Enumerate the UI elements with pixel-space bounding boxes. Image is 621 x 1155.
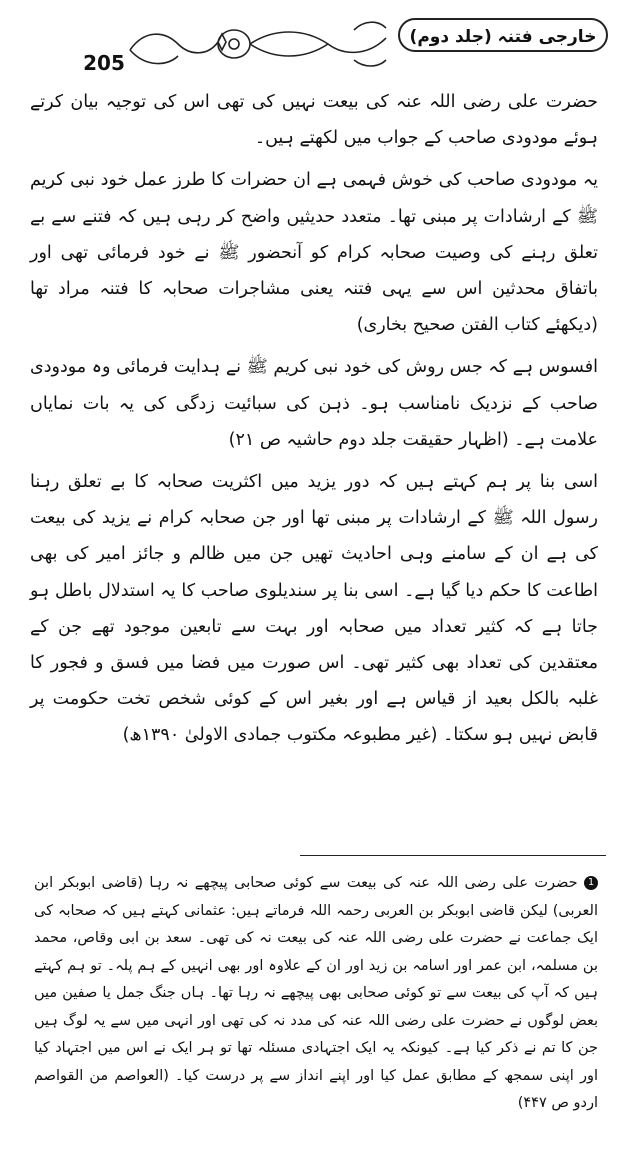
paragraph: اسی بنا پر ہم کہتے ہیں کہ دور یزید میں اکثریت صحابہ کا بے تعلق رہنا رسول اللہ ﷺ کے ارشادات پر مبنی تھا اور جن صحابہ کرام نے یزید کی بیعت کی ہے ان کے سامنے وہی احادیث تھیں جن میں ظالم و جائز امیر کی بھی اطاعت کا حکم دیا گیا ہے۔ اسی بنا پر سندیلوی صاحب کا یہ استدلال باطل ہو جاتا ہے کہ کثیر تعداد میں صحابہ اور بہت سے تابعین موجود تھے جن کے معتقدین کی تعداد بھی کثیر تھی۔ اس صورت میں فضا میں فسق و فجور کا غلبہ بالکل بعید از قیاس ہے اور بغیر اس کے کوئی شخص تخت حکومت پر قابض نہیں ہو سکتا۔ (غیر مطبوعہ مکتوب جمادی الاولیٰ ۱۳۹۰ھ) [30,472,598,746]
footnote-text: حضرت علی رضی اللہ عنہ کی بیعت سے کوئی صحابی پیچھے نہ رہا (قاضی ابوبکر ابن العربی) لیکن قاضی ابوبکر بن العربی رحمہ اللہ فرماتے ہیں: عثمانی کہتے ہیں کہ صحابہ کی ایک جماعت نے حضرت علی رضی اللہ عنہ کی بیعت نہ کی تھی۔ سعد بن ابی وقاص، محمد بن مسلمہ، ابن عمر اور اسامہ بن زید اور ان کے علاوہ اور بھی انہیں کے ہم پلہ۔ تو ہم کہتے ہیں کہ آپ کی بیعت سے تو کوئی صحابی بھی پیچھے نہ رہا تھا۔ ہاں جنگ جمل یا صفین میں بعض لوگوں نے حضرت علی رضی اللہ عنہ کی مدد نہ کی تھی اور انہی میں سے یہ لوگ ہیں جن کا تم نے ذکر کیا ہے۔ کیونکہ یہ ایک اجتہادی مسئلہ تھا تو ہر ایک نے اس میں اجتہاد کیا اور اپنی سمجھ کے مطابق عمل کیا اور اپنے انداز سے پر درست کیا۔ (العواصم من القواصم اردو ص ۴۴۷) [34,875,598,1111]
footnote-separator [300,855,606,856]
paragraph: یہ مودودی صاحب کی خوش فہمی ہے ان حضرات کا طرز عمل خود نبی کریم ﷺ کے ارشادات پر مبنی تھا۔ متعدد حدیثیں واضح کر رہی ہیں کہ فتنے سے بے تعلق رہنے کی وصیت صحابہ کرام کو آنحضور ﷺ نے خود فرمائی تھی اور باتفاق محدثین اس سے یہی فتنہ یعنی مشاجرات صحابہ کا فتنہ مراد تھا (دیکھئے کتاب الفتن صحیح بخاری) [30,170,598,336]
page-number: 205 [83,51,125,75]
paragraph: حضرت علی رضی اللہ عنہ کی بیعت نہیں کی تھی اس کی توجیہ بیان کرتے ہوئے مودودی صاحب کے جواب میں لکھتے ہیں۔ [30,92,598,149]
main-text [30,84,598,760]
footnote-marker: 1 [584,876,598,890]
footnote [34,870,598,1118]
paragraph: افسوس ہے کہ جس روش کی خود نبی کریم ﷺ نے ہدایت فرمائی وہ مودودی صاحب کے نزدیک نامناسب ہو۔ ذہن کی سبائیت زدگی کی یہ بات نمایاں علامت ہے۔ (اظہار حقیقت جلد دوم حاشیہ ص ۲۱) [30,357,598,450]
page-header [0,0,621,80]
ornamental-border-decoration [124,10,394,72]
running-title: خارجی فتنہ (جلد دوم) [398,18,608,52]
